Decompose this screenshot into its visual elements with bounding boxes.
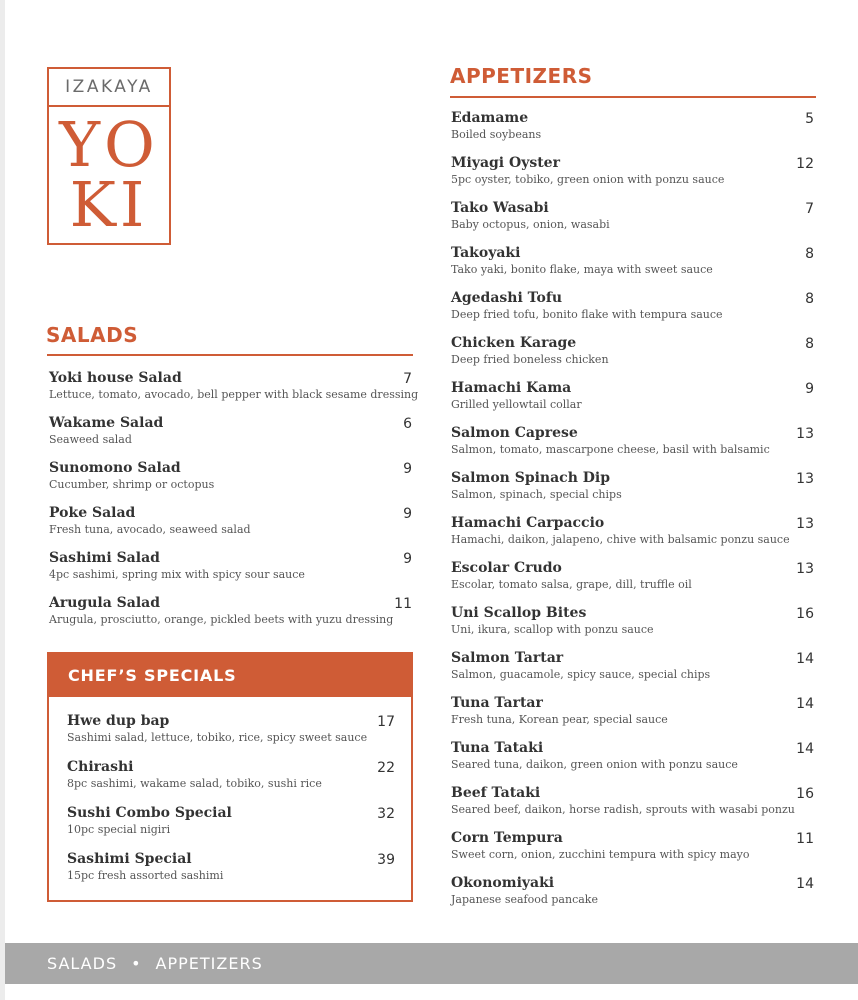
menu-item-name: Sashimi Special	[67, 851, 192, 867]
restaurant-logo	[47, 67, 171, 245]
menu-item-description: Salmon, guacamole, spicy sauce, special chips	[451, 668, 711, 681]
menu-item	[451, 199, 814, 244]
menu-item	[451, 469, 814, 514]
menu-item-price: 17	[377, 714, 395, 730]
menu-item	[451, 739, 814, 784]
menu-item	[451, 379, 814, 424]
menu-item	[451, 559, 814, 604]
menu-item-price: 13	[796, 561, 814, 577]
menu-item-description: Lettuce, tomato, avocado, bell pepper with black sesame dressing	[49, 388, 419, 401]
menu-item-price: 9	[403, 551, 412, 567]
menu-item	[451, 514, 814, 559]
menu-item-name: Chirashi	[67, 759, 134, 775]
menu-item-description: Fresh tuna, Korean pear, special sauce	[451, 713, 668, 726]
menu-item	[49, 459, 412, 504]
menu-item	[49, 594, 412, 639]
menu-item-price: 8	[805, 336, 814, 352]
menu-item-price: 14	[796, 741, 814, 757]
menu-item-name: Takoyaki	[451, 245, 521, 261]
menu-item-price: 8	[805, 291, 814, 307]
menu-item-price: 9	[805, 381, 814, 397]
menu-item-price: 9	[403, 461, 412, 477]
salads-rule	[47, 354, 413, 356]
menu-item	[49, 504, 412, 549]
appetizers-title: APPETIZERS	[450, 64, 593, 88]
footer-appetizers-link[interactable]: APPETIZERS	[155, 954, 263, 973]
menu-item-description: Hamachi, daikon, jalapeno, chive with balsamic ponzu sauce	[451, 533, 790, 546]
menu-item-price: 5	[805, 111, 814, 127]
menu-item-name: Hwe dup bap	[67, 713, 170, 729]
menu-item-name: Sushi Combo Special	[67, 805, 232, 821]
menu-item-price: 9	[403, 506, 412, 522]
menu-item-price: 11	[796, 831, 814, 847]
menu-item-price: 16	[796, 786, 814, 802]
menu-item-description: Deep fried tofu, bonito flake with tempura sauce	[451, 308, 723, 321]
menu-item	[451, 784, 814, 829]
menu-item	[451, 424, 814, 469]
footer-nav	[5, 943, 858, 984]
menu-item-description: Tako yaki, bonito flake, maya with sweet sauce	[451, 263, 713, 276]
appetizers-rule	[450, 96, 816, 98]
menu-item-description: 8pc sashimi, wakame salad, tobiko, sushi rice	[67, 777, 322, 790]
menu-item-description: Salmon, tomato, mascarpone cheese, basil with balsamic	[451, 443, 770, 456]
menu-item-name: Chicken Karage	[451, 335, 577, 351]
menu-item-description: Japanese seafood pancake	[451, 893, 598, 906]
menu-item-name: Sunomono Salad	[49, 460, 181, 476]
menu-item-description: Escolar, tomato salsa, grape, dill, truffle oil	[451, 578, 692, 591]
menu-item-price: 13	[796, 471, 814, 487]
menu-item	[49, 414, 412, 459]
menu-item-name: Salmon Tartar	[451, 650, 564, 666]
menu-item-name: Hamachi Carpaccio	[451, 515, 605, 531]
menu-item-name: Beef Tataki	[451, 785, 541, 801]
menu-item-price: 11	[394, 596, 412, 612]
logo-izakaya: IZAKAYA	[49, 69, 169, 107]
menu-item-price: 6	[403, 416, 412, 432]
menu-item	[451, 289, 814, 334]
menu-item	[49, 369, 419, 414]
menu-item-price: 7	[805, 201, 814, 217]
menu-item-description: Uni, ikura, scallop with ponzu sauce	[451, 623, 654, 636]
menu-item	[451, 874, 814, 919]
menu-item-description: Sweet corn, onion, zucchini tempura with spicy mayo	[451, 848, 750, 861]
menu-item-price: 7	[403, 371, 412, 387]
menu-item	[451, 829, 814, 874]
menu-item-price: 14	[796, 696, 814, 712]
menu-item-description: Seared tuna, daikon, green onion with ponzu sauce	[451, 758, 738, 771]
menu-item-name: Arugula Salad	[49, 595, 161, 611]
salads-list	[49, 369, 419, 639]
menu-item-price: 8	[805, 246, 814, 262]
footer-separator: •	[131, 954, 142, 973]
menu-item-description: 5pc oyster, tobiko, green onion with ponzu sauce	[451, 173, 725, 186]
menu-item-description: Boiled soybeans	[451, 128, 542, 141]
menu-item	[451, 154, 814, 199]
menu-item-price: 39	[377, 852, 395, 868]
menu-item	[67, 804, 395, 850]
menu-item-price: 13	[796, 516, 814, 532]
menu-item-description: Seaweed salad	[49, 433, 132, 446]
menu-item-name: Uni Scallop Bites	[451, 605, 587, 621]
menu-item-price: 13	[796, 426, 814, 442]
menu-item	[67, 758, 395, 804]
menu-item-description: Baby octopus, onion, wasabi	[451, 218, 610, 231]
menu-item-price: 22	[377, 760, 395, 776]
menu-item	[67, 712, 395, 758]
menu-item-name: Salmon Spinach Dip	[451, 470, 610, 486]
salads-title: SALADS	[46, 323, 139, 347]
menu-item-name: Salmon Caprese	[451, 425, 578, 441]
menu-item-name: Tako Wasabi	[451, 200, 549, 216]
page-edge	[0, 0, 5, 1000]
menu-item	[67, 850, 395, 896]
menu-item-description: Arugula, prosciutto, orange, pickled beets with yuzu dressing	[49, 613, 394, 626]
menu-item-price: 32	[377, 806, 395, 822]
menu-item-description: 10pc special nigiri	[67, 823, 171, 836]
menu-item-description: Seared beef, daikon, horse radish, sprouts with wasabi ponzu	[451, 803, 795, 816]
menu-item	[451, 604, 814, 649]
menu-item	[49, 549, 412, 594]
menu-item-price: 16	[796, 606, 814, 622]
menu-item-description: Cucumber, shrimp or octopus	[49, 478, 215, 491]
chefs-specials-list	[67, 712, 395, 896]
menu-item-name: Agedashi Tofu	[451, 290, 563, 306]
menu-item-name: Wakame Salad	[49, 415, 164, 431]
chefs-specials-title: CHEF’S SPECIALS	[49, 654, 411, 697]
logo-line-2: KI	[69, 168, 149, 241]
chefs-specials-box	[47, 652, 413, 902]
menu-item-price: 14	[796, 651, 814, 667]
menu-item-name: Yoki house Salad	[49, 370, 182, 386]
menu-item	[451, 694, 814, 739]
menu-item-name: Hamachi Kama	[451, 380, 572, 396]
menu-item-price: 14	[796, 876, 814, 892]
footer-salads-link[interactable]: SALADS	[47, 954, 118, 973]
menu-item-name: Okonomiyaki	[451, 875, 555, 891]
menu-item-name: Miyagi Oyster	[451, 155, 560, 171]
menu-item-description: Fresh tuna, avocado, seaweed salad	[49, 523, 251, 536]
menu-item-name: Edamame	[451, 110, 529, 126]
menu-item-name: Escolar Crudo	[451, 560, 562, 576]
menu-item	[451, 109, 814, 154]
logo-line-1: YO	[59, 108, 159, 181]
menu-item-name: Corn Tempura	[451, 830, 563, 846]
menu-item	[451, 334, 814, 379]
menu-item-description: Sashimi salad, lettuce, tobiko, rice, spicy sweet sauce	[67, 731, 368, 744]
menu-item-description: Deep fried boneless chicken	[451, 353, 609, 366]
menu-item-name: Tuna Tataki	[451, 740, 544, 756]
menu-item-name: Tuna Tartar	[451, 695, 543, 711]
menu-item-name: Poke Salad	[49, 505, 136, 521]
menu-item-price: 12	[796, 156, 814, 172]
menu-item-description: 4pc sashimi, spring mix with spicy sour sauce	[49, 568, 305, 581]
menu-item	[451, 244, 814, 289]
menu-item-description: 15pc fresh assorted sashimi	[67, 869, 224, 882]
appetizers-list	[451, 109, 814, 919]
menu-item-description: Grilled yellowtail collar	[451, 398, 582, 411]
menu-item-name: Sashimi Salad	[49, 550, 160, 566]
menu-item	[451, 649, 814, 694]
menu-item-description: Salmon, spinach, special chips	[451, 488, 622, 501]
